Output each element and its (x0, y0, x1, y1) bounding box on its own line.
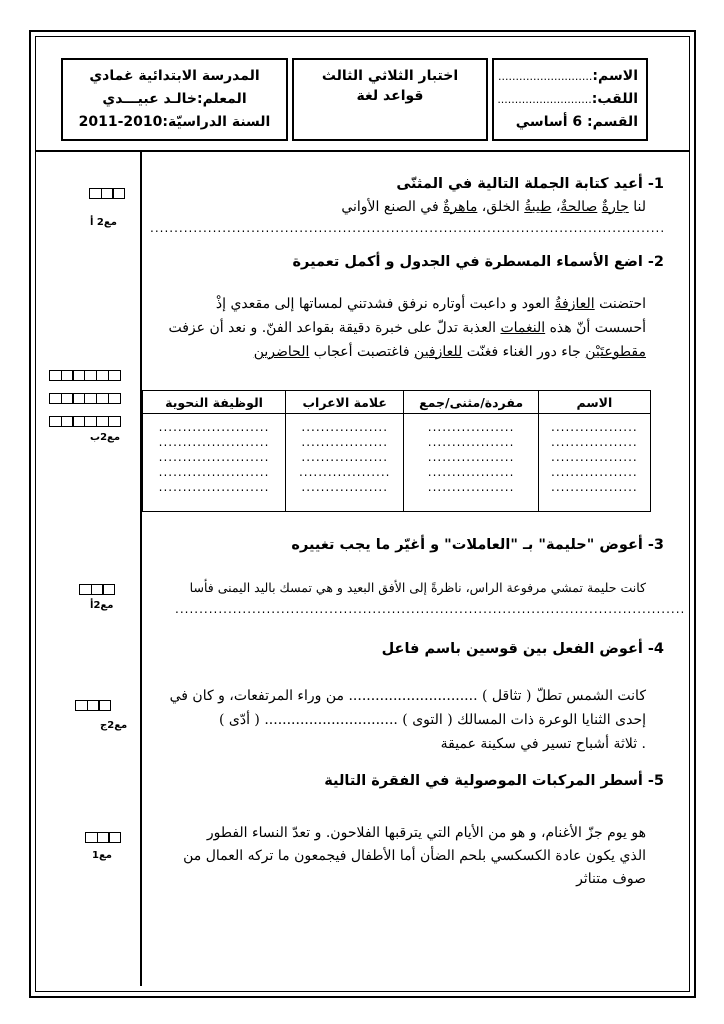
surname-label: اللقب: (591, 91, 638, 107)
q5-line3: صوف متناثر (576, 871, 646, 887)
q1-answer-line[interactable]: ........................................................................................................... (150, 221, 666, 235)
q2-title: 2- اضع الأسماء المسطرة في الجدول و أكمل تعميرة (292, 254, 664, 270)
q2-paragraph-line2: أحسست أنّ هذه النغمات العذبة تدلّ على خبرة دقيقة بقواعد الفنّ. و نعد أن عزفت (168, 320, 646, 336)
q3-score-boxes (80, 584, 115, 595)
q5-line1: هو يوم جزّ الأغنام، و هو من الأيام التي يترقبها الفلاحون. و تعدّ النساء الفطور (206, 825, 646, 841)
q2-paragraph-line1: احتضنت العازفةُ العود و داعبت أوتاره نرفق فشدتني لمساتها إلى مقعدي إذْ (215, 296, 646, 312)
school-year: السنة الدراسيّة:2010-2011 (78, 114, 271, 130)
header-divider (35, 150, 690, 152)
name-field[interactable]: ........................... (498, 70, 593, 83)
q1-score-boxes (90, 188, 125, 199)
q3-sentence: كانت حليمة تمشي مرفوعة الراس، ناظرةً إلى الأفق البعيد و هي تمسك باليد اليمنى فأسا (189, 580, 646, 595)
q4-score-boxes (76, 700, 111, 711)
q2-answer-table (142, 390, 651, 512)
surname-field[interactable]: ........................... (497, 93, 592, 106)
teacher-name: المعلم:خالـد عبيـــدي (102, 91, 247, 107)
col-case-answers[interactable]: .................. .................. .................. ................... .................. (286, 414, 404, 512)
margin-divider (140, 150, 142, 986)
q4-line1: كانت الشمس تطلّ ( تثاقل ) ............................. من وراء المرتفعات، و كان في (169, 688, 646, 704)
q5-score-boxes (86, 832, 121, 843)
col-noun-answers[interactable]: .................. .................. .................. .................. .................. (538, 414, 650, 512)
q2-mark-label: مع2ب (90, 432, 121, 443)
exam-subject: قواعد لغة (356, 88, 424, 104)
q4-line3: . ثلاثة أشباح تسير في سكينة عميقة (440, 736, 646, 752)
class-value: 6 أساسي (515, 114, 583, 130)
col-header-case-marker: علامة الاعراب (286, 391, 404, 414)
col-function-answers[interactable]: ....................... ....................... ....................... ....................... ....................... (143, 414, 286, 512)
q3-title: 3- أعوض "حليمة" بـ "العاملات" و أغيّر ما يجب تغييره (291, 537, 664, 553)
q2-paragraph-line3: مقطوعتَيْن جاء دور الغناء فغنّت للعازفين فاغتصبت أعجاب الحاضرين (253, 344, 646, 360)
q4-mark-label: مع2ج (100, 720, 128, 731)
q1-mark-label: مع2 أ (90, 217, 117, 228)
q5-line2: الذي يكون عادة الكسكسي بلحم الضأن أما الأطفال فيجمعون ما تركه العمال من (183, 848, 646, 864)
exam-title-box (292, 58, 488, 141)
school-name: المدرسة الابتدائية غمادي (89, 68, 260, 84)
q1-title: 1- أعيد كتابة الجملة التالية في المثنّى (396, 176, 664, 192)
school-info-box (61, 58, 288, 141)
q5-title: 5- أسطر المركبات الموصولية في الفقرة التالية (324, 773, 664, 789)
col-header-number: مفردة/مثنى/جمع (404, 391, 538, 414)
q2-score-row2 (50, 393, 121, 404)
name-label: الاسم: (592, 68, 638, 84)
q3-answer-line[interactable]: .......................................................................................................... (175, 602, 686, 616)
student-info-box (492, 58, 648, 141)
q3-mark-label: مع2أ (90, 600, 114, 611)
q4-line2: إحدى الثنايا الوعرة ذات المسالك ( التوى ) .............................. ( أدّى ) (218, 712, 646, 728)
col-number-answers[interactable]: .................. .................. .................. .................. .................. (404, 414, 538, 512)
q1-sentence: لنا جارةٌ صالحةٌ، طيبةُ الخلق، ماهرةٌ في الصنع الأواني (341, 199, 646, 215)
q5-mark-label: مع1 (92, 850, 112, 861)
col-header-function: الوظيفة النحوية (143, 391, 286, 414)
exam-title-text: اختبار الثلاثي الثالث (321, 68, 459, 84)
class-label: القسم: (587, 114, 638, 130)
q4-title: 4- أعوض الفعل بين قوسين باسم فاعل (381, 641, 664, 657)
q2-score-row1 (50, 370, 121, 381)
col-header-noun: الاسم (538, 391, 650, 414)
q2-score-row3 (50, 416, 121, 427)
